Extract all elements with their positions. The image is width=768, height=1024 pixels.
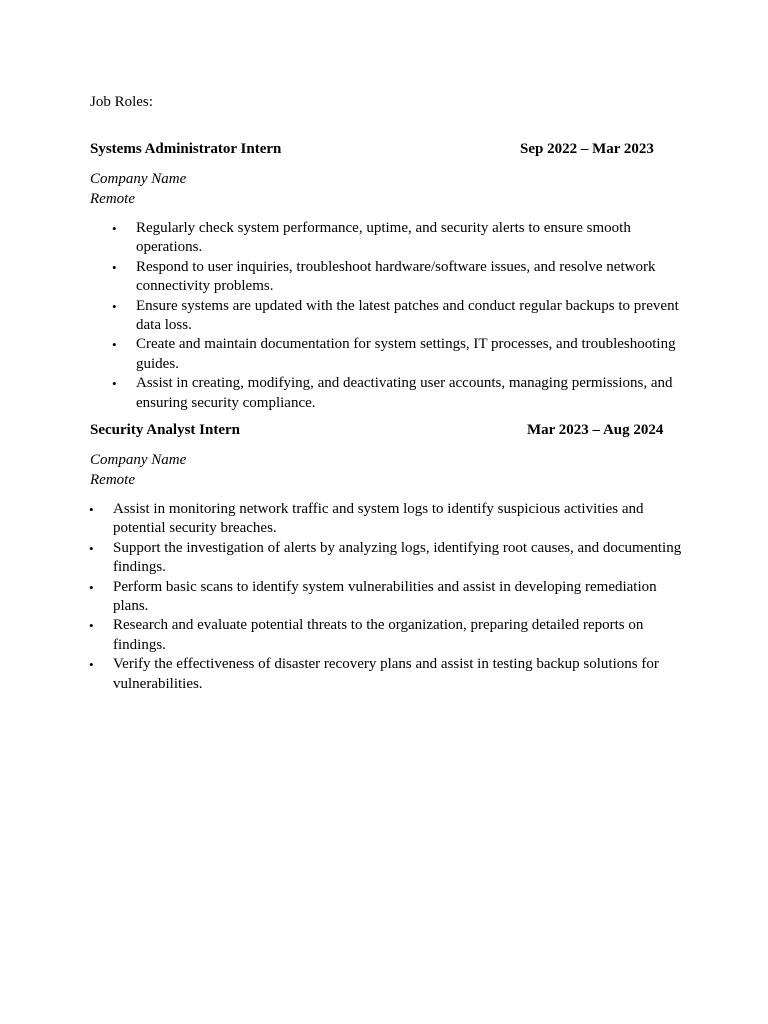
- bullet-icon: •: [112, 221, 117, 236]
- list-item: [89, 578, 683, 617]
- duty-text: Regularly check system performance, uptime, and security alerts to ensure smooth operations.: [136, 220, 631, 256]
- bullet-icon: •: [89, 618, 94, 634]
- duty-text: Ensure systems are updated with the latest patches and conduct regular backups to prevent data loss.: [136, 297, 679, 334]
- list-item: [112, 297, 696, 336]
- duty-text: Research and evaluate potential threats to the organization, preparing detailed reports on findings.: [113, 617, 644, 653]
- duty-text: Support the investigation of alerts by analyzing logs, identifying root causes, and documenting findings.: [113, 539, 682, 576]
- role-title: Systems Administrator Intern: [90, 141, 282, 157]
- bullet-icon: •: [89, 502, 94, 517]
- company-location: Remote: [90, 190, 135, 207]
- list-item: [112, 374, 696, 413]
- duty-text: Perform basic scans to identify system vulnerabilities and assist in developing remediation plans.: [113, 578, 657, 615]
- bullet-icon: •: [89, 657, 94, 673]
- role-header: [90, 421, 690, 440]
- company-name: Company Name: [90, 452, 187, 468]
- duty-text: Verify the effectiveness of disaster recovery plans and assist in testing backup solutions for vulnerabilities.: [113, 656, 659, 692]
- bullet-icon: •: [112, 298, 117, 314]
- company-block: [90, 451, 186, 490]
- bullet-icon: •: [112, 337, 117, 353]
- duty-list: [112, 219, 696, 413]
- list-item: [112, 335, 696, 374]
- bullet-icon: •: [89, 540, 94, 556]
- list-item: [89, 616, 683, 655]
- bullet-icon: •: [112, 259, 117, 275]
- section-heading: Job Roles:: [90, 94, 153, 110]
- company-location: Remote: [90, 471, 135, 488]
- company-block: [90, 170, 186, 209]
- list-item: [89, 655, 683, 694]
- list-item: [112, 219, 696, 258]
- duty-text: Assist in creating, modifying, and deactivating user accounts, managing permissions, and ensuring security compliance.: [136, 375, 673, 411]
- duty-list: [89, 500, 683, 694]
- role-dates: Sep 2022 – Mar 2023: [520, 141, 654, 157]
- duty-text: Respond to user inquiries, troubleshoot hardware/software issues, and resolve network connectivity problems.: [136, 258, 656, 295]
- duty-text: Assist in monitoring network traffic and system logs to identify suspicious activities and potential security breaches.: [113, 501, 644, 537]
- list-item: [89, 500, 683, 539]
- role-title: Security Analyst Intern: [90, 422, 240, 438]
- company-name: Company Name: [90, 171, 187, 187]
- bullet-icon: •: [89, 579, 94, 595]
- duty-text: Create and maintain documentation for system settings, IT processes, and troubleshooting guides.: [136, 336, 676, 372]
- list-item: [89, 539, 683, 578]
- role-header: [90, 140, 690, 159]
- role-dates: Mar 2023 – Aug 2024: [527, 422, 664, 438]
- bullet-icon: •: [112, 376, 117, 392]
- list-item: [112, 258, 696, 297]
